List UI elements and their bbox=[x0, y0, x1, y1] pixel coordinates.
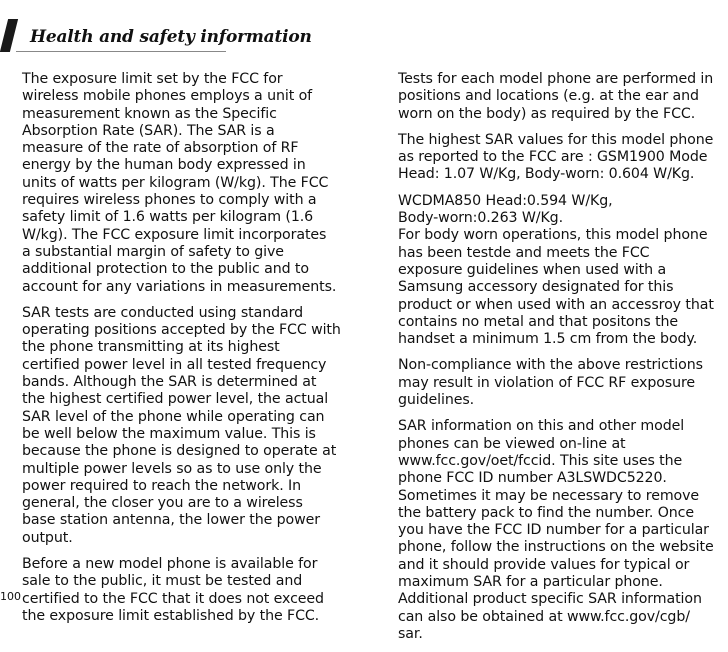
text-line: Body-worn:0.263 W/Kg. bbox=[398, 210, 563, 227]
text-line: certified to the FCC that it does not exceed bbox=[22, 590, 324, 607]
text-line: output. bbox=[22, 529, 73, 546]
text-line: The highest SAR values for this model phone bbox=[398, 131, 714, 148]
text-line: Sometimes it may be necessary to remove bbox=[398, 487, 700, 504]
text-line: bands. Although the SAR is determined at bbox=[22, 374, 317, 391]
paragraph-test-positions bbox=[398, 71, 728, 123]
paragraph-highest-sar-values bbox=[398, 132, 728, 184]
text-line: SAR information on this and other model bbox=[398, 418, 685, 435]
text-line: sale to the public, it must be tested and bbox=[22, 573, 303, 590]
text-line: wireless mobile phones employs a unit of bbox=[22, 88, 313, 105]
text-line: Head: 1.07 W/Kg, Body-worn: 0.604 W/Kg. bbox=[398, 166, 695, 183]
text-line: For body worn operations, this model phone bbox=[398, 227, 708, 244]
text-line: multiple power levels so as to use only the bbox=[22, 460, 322, 477]
text-line: SAR tests are conducted using standard bbox=[22, 304, 303, 321]
text-line: may result in violation of FCC RF exposure bbox=[398, 374, 696, 391]
page-section-title: Health and safety information bbox=[30, 27, 312, 47]
text-line: has been testde and meets the FCC bbox=[398, 244, 650, 261]
paragraph-fcc-exposure-limit bbox=[22, 71, 362, 296]
text-line: SAR level of the phone while operating can bbox=[22, 408, 325, 425]
text-line: phones can be viewed on-line at bbox=[398, 435, 626, 452]
text-line: Non-compliance with the above restrictions bbox=[398, 357, 703, 374]
text-line: and it should provide values for typical or bbox=[398, 556, 690, 573]
text-line: energy by the human body expressed in bbox=[22, 157, 306, 174]
text-line: sar. bbox=[398, 625, 423, 642]
text-line: additional protection to the public and to bbox=[22, 261, 309, 278]
text-line: account for any variations in measurements. bbox=[22, 278, 337, 295]
paragraph-wcdma-body-worn bbox=[398, 193, 728, 349]
text-line: Absorption Rate (SAR). The SAR is a bbox=[22, 122, 275, 139]
text-line: the battery pack to find the number. Once bbox=[398, 504, 694, 521]
paragraph-sar-tests bbox=[22, 305, 362, 547]
text-line: WCDMA850 Head:0.594 W/Kg, bbox=[398, 192, 613, 209]
text-line: safety limit of 1.6 watts per kilogram (1.6 bbox=[22, 209, 314, 226]
text-line: W/kg). The FCC exposure limit incorporates bbox=[22, 226, 327, 243]
text-line: Additional product specific SAR information bbox=[398, 591, 702, 608]
text-line: requires wireless phones to comply with a bbox=[22, 192, 317, 209]
text-line: general, the closer you are to a wireless bbox=[22, 495, 303, 512]
text-line: Before a new model phone is available for bbox=[22, 556, 318, 573]
text-line: worn on the body) as required by the FCC. bbox=[398, 105, 696, 122]
right-text-column bbox=[398, 71, 728, 652]
text-line: product or when used with an accessroy that bbox=[398, 296, 714, 313]
paragraph-sar-information-online bbox=[398, 418, 728, 643]
text-line: Tests for each model phone are performed in bbox=[398, 71, 714, 87]
text-line: maximum SAR for a particular phone. bbox=[398, 574, 663, 591]
text-line: exposure guidelines when used with a bbox=[398, 261, 667, 278]
paragraph-non-compliance bbox=[398, 357, 728, 409]
text-line: can also be obtained at www.fcc.gov/cgb/ bbox=[398, 608, 690, 625]
text-line: The exposure limit set by the FCC for bbox=[22, 71, 283, 87]
text-line: be well below the maximum value. This is bbox=[22, 425, 316, 442]
page-number: 100 bbox=[0, 590, 21, 603]
text-line: power required to reach the network. In bbox=[22, 477, 302, 494]
paragraph-new-model-certification bbox=[22, 556, 362, 625]
text-line: positions and locations (e.g. at the ear and bbox=[398, 88, 699, 105]
text-line: as reported to the FCC are : GSM1900 Mode bbox=[398, 149, 708, 166]
text-line: guidelines. bbox=[398, 392, 475, 409]
text-line: www.fcc.gov/oet/fccid. This site uses the bbox=[398, 452, 683, 469]
text-line: contains no metal and that positons the bbox=[398, 313, 679, 330]
text-line: operating positions accepted by the FCC with bbox=[22, 322, 341, 339]
text-line: handset a minimum 1.5 cm from the body. bbox=[398, 331, 698, 348]
header-accent-bar bbox=[0, 19, 18, 52]
header-underline-divider bbox=[16, 51, 226, 52]
text-line: the exposure limit established by the FCC. bbox=[22, 607, 320, 624]
text-line: because the phone is designed to operate at bbox=[22, 443, 337, 460]
text-line: the phone transmitting at its highest bbox=[22, 339, 280, 356]
text-line: phone, follow the instructions on the website bbox=[398, 539, 714, 556]
text-line: the highest certified power level, the actual bbox=[22, 391, 329, 408]
text-line: base station antenna, the lower the power bbox=[22, 512, 320, 529]
text-line: measurement known as the Specific bbox=[22, 105, 277, 122]
text-line: certified power level in all tested frequency bbox=[22, 356, 327, 373]
text-line: Samsung accessory designated for this bbox=[398, 279, 674, 296]
text-line: measure of the rate of absorption of RF bbox=[22, 140, 299, 157]
text-line: a substantial margin of safety to give bbox=[22, 243, 284, 260]
text-line: you have the FCC ID number for a particular bbox=[398, 522, 709, 539]
text-line: units of watts per kilogram (W/kg). The FCC bbox=[22, 174, 329, 191]
text-line: phone FCC ID number A3LSWDC5220. bbox=[398, 470, 667, 487]
left-text-column bbox=[22, 71, 362, 634]
